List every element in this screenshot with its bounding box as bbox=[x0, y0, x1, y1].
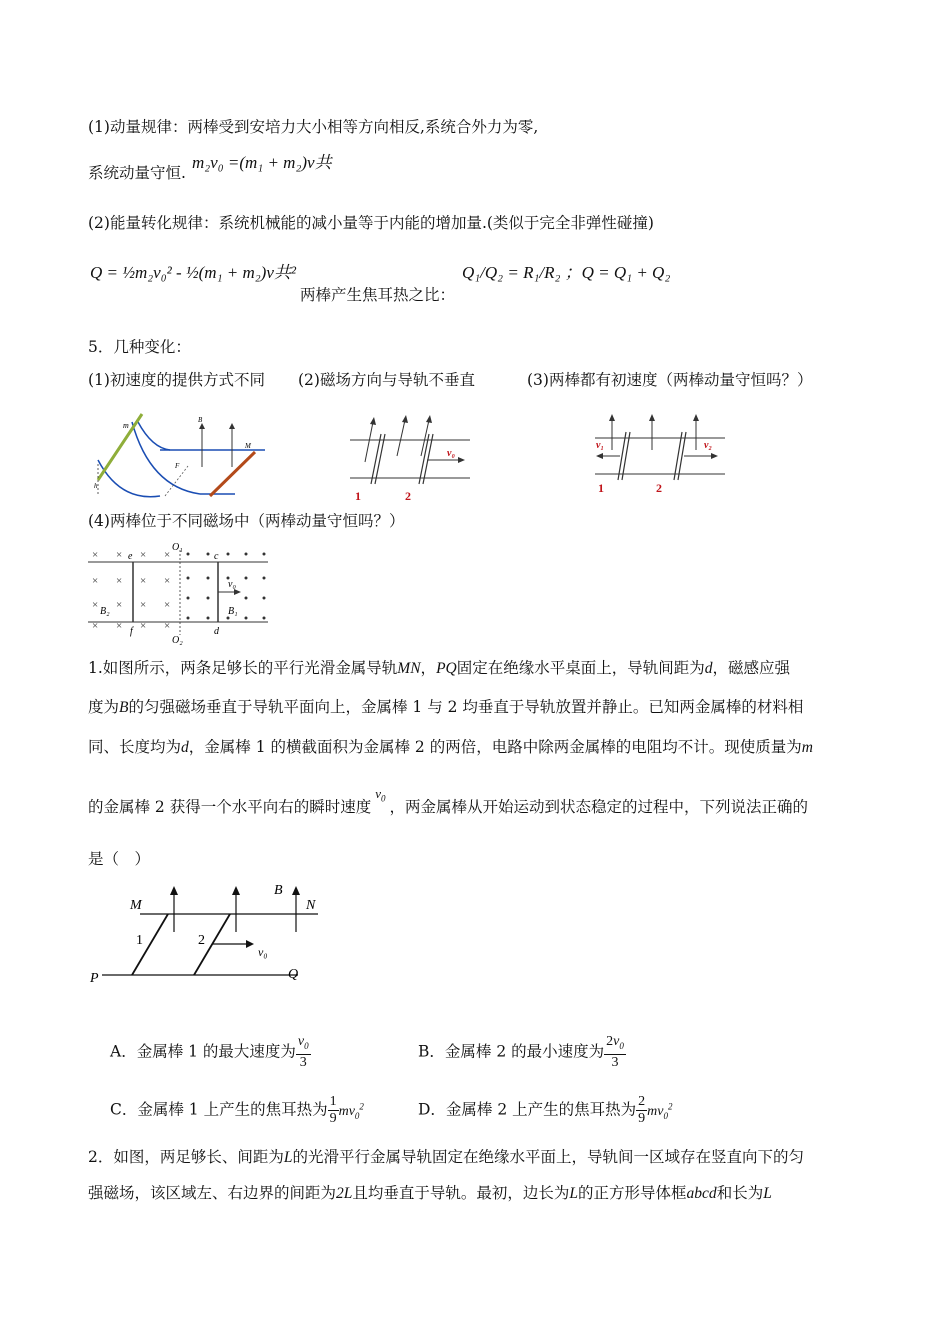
svg-text:v₂: v₂ bbox=[704, 440, 712, 451]
svg-text:×: × bbox=[164, 599, 171, 611]
svg-text:B: B bbox=[198, 416, 203, 424]
q2-line1: 2．如图，两足够长、间距为L的光滑平行金属导轨固定在绝缘水平面上，导轨间一区域存在竖直向下的匀 bbox=[88, 1148, 805, 1166]
svg-text:B₁: B₁ bbox=[228, 606, 238, 617]
q1-line2: 度为B的匀强磁场垂直于导轨平面向上，金属棒 1 与 2 均垂直于导轨放置并静止。已知两金属棒的材料相 bbox=[88, 698, 804, 716]
svg-text:1: 1 bbox=[136, 933, 143, 948]
svg-text:B: B bbox=[274, 883, 283, 898]
variation-2-label: (2)磁场方向与导轨不垂直 bbox=[298, 371, 475, 389]
svg-text:×: × bbox=[92, 620, 99, 632]
heat-ratio-label: 两棒产生焦耳热之比： bbox=[300, 286, 456, 304]
svg-text:P: P bbox=[90, 971, 99, 986]
svg-text:v₀: v₀ bbox=[258, 945, 268, 959]
svg-text:×: × bbox=[140, 620, 147, 632]
momentum-rule-line1: (1)动量规律：两棒受到安培力大小相等方向相反,系统合外力为零, bbox=[88, 118, 539, 136]
diagram-both-velocities bbox=[590, 412, 730, 500]
svg-text:v₀: v₀ bbox=[228, 579, 236, 590]
frac-2v0-over-3: $\frac{2v_0}{3}$ bbox=[606, 1034, 624, 1070]
q1-line4: 的金属棒 2 获得一个水平向右的瞬时速度$^{v_0}$ ，两金属棒从开始运动到状态稳定的过程中，下列说法正确的 bbox=[88, 786, 809, 816]
diagram-curved-rail bbox=[90, 412, 270, 502]
mv0-squared: $mv_0^2$ bbox=[647, 1100, 673, 1121]
q1-line5: 是（ ） bbox=[88, 850, 151, 868]
svg-text:f: f bbox=[130, 626, 133, 637]
svg-text:e: e bbox=[128, 551, 133, 562]
option-c[interactable]: C．金属棒 1 上产生的焦耳热为 $\frac{1}{9}$ $mv_0^2$ bbox=[110, 1094, 364, 1126]
momentum-formula: m₂v₀ =(m₁ + m₂)v共 bbox=[192, 153, 332, 172]
q2-line2: 强磁场，该区域左、右边界的间距为2L且均垂直于导轨。最初，边长为L的正方形导体框abcd和长为L bbox=[88, 1184, 772, 1202]
svg-text:v₀: v₀ bbox=[447, 448, 455, 459]
svg-text:O₁: O₁ bbox=[172, 542, 183, 553]
q1-rail-diagram bbox=[88, 878, 318, 988]
svg-text:×: × bbox=[164, 575, 171, 587]
frac-2-over-9: $\frac{2}{9}$ bbox=[638, 1094, 646, 1126]
svg-text:h: h bbox=[94, 482, 98, 490]
svg-text:×: × bbox=[140, 575, 147, 587]
option-a[interactable]: A．金属棒 1 的最大速度为 $\frac{v_0}{3}$ bbox=[110, 1034, 309, 1070]
q1-line1: 1.如图所示，两条足够长的平行光滑金属导轨MN，PQ固定在绝缘水平桌面上，导轨间距为d，磁感应强 bbox=[88, 659, 791, 677]
option-d[interactable]: D．金属棒 2 上产生的焦耳热为 $\frac{2}{9}$ $mv_0^2$ bbox=[418, 1094, 673, 1126]
variation-4-label: (4)两棒位于不同磁场中（两棒动量守恒吗？） bbox=[88, 512, 405, 530]
svg-text:×: × bbox=[116, 549, 123, 561]
svg-text:1: 1 bbox=[355, 489, 361, 503]
svg-text:×: × bbox=[140, 599, 147, 611]
section5-title: 5．几种变化： bbox=[88, 338, 191, 356]
svg-text:O₂: O₂ bbox=[172, 635, 183, 645]
svg-text:B₂: B₂ bbox=[100, 606, 110, 617]
svg-text:×: × bbox=[140, 549, 147, 561]
mv0-squared: $mv_0^2$ bbox=[338, 1100, 364, 1121]
q1-line3: 同、长度均为d，金属棒 1 的横截面积为金属棒 2 的两倍，电路中除两金属棒的电阻均不计。现使质量为m bbox=[88, 738, 813, 756]
diagram-two-fields bbox=[88, 540, 278, 645]
svg-text:×: × bbox=[92, 549, 99, 561]
svg-text:×: × bbox=[92, 599, 99, 611]
v0-symbol: v0 bbox=[375, 786, 386, 804]
svg-text:Q: Q bbox=[288, 967, 299, 982]
svg-text:1: 1 bbox=[598, 481, 604, 495]
svg-text:×: × bbox=[116, 599, 123, 611]
svg-text:2: 2 bbox=[656, 481, 662, 495]
energy-formula: Q = ½m₂v₀² - ½(m₁ + m₂)v共² bbox=[90, 263, 296, 282]
svg-text:d: d bbox=[214, 626, 219, 637]
variation-3-label: (3)两棒都有初速度（两棒动量守恒吗？） bbox=[527, 371, 813, 389]
diagram-inclined-field bbox=[345, 412, 475, 504]
svg-text:N: N bbox=[306, 898, 316, 913]
svg-text:2: 2 bbox=[405, 489, 411, 503]
option-b[interactable]: B．金属棒 2 的最小速度为 $\frac{2v_0}{3}$ bbox=[418, 1034, 624, 1070]
frac-1-over-9: $\frac{1}{9}$ bbox=[329, 1094, 337, 1126]
svg-text:×: × bbox=[92, 575, 99, 587]
svg-text:M: M bbox=[130, 898, 142, 913]
heat-ratio-formula: Q₁/Q₂ = R₁/R₂ ；Q = Q₁ + Q₂ bbox=[462, 263, 671, 282]
svg-text:×: × bbox=[116, 575, 123, 587]
variation-1-label: (1)初速度的提供方式不同 bbox=[88, 371, 265, 389]
energy-rule: (2)能量转化规律：系统机械能的减小量等于内能的增加量.(类似于完全非弹性碰撞) bbox=[88, 214, 654, 232]
svg-text:m: m bbox=[123, 421, 129, 430]
svg-text:c: c bbox=[214, 551, 219, 562]
svg-text:F: F bbox=[175, 462, 180, 470]
svg-text:×: × bbox=[164, 620, 171, 632]
momentum-rule-line2: 系统动量守恒. bbox=[88, 164, 186, 182]
svg-text:M: M bbox=[245, 442, 251, 450]
svg-text:×: × bbox=[116, 620, 123, 632]
svg-text:×: × bbox=[164, 549, 171, 561]
svg-text:v₁: v₁ bbox=[596, 440, 604, 451]
svg-text:2: 2 bbox=[198, 933, 205, 948]
frac-v0-over-3: $\frac{v_0}{3}$ bbox=[297, 1034, 309, 1070]
